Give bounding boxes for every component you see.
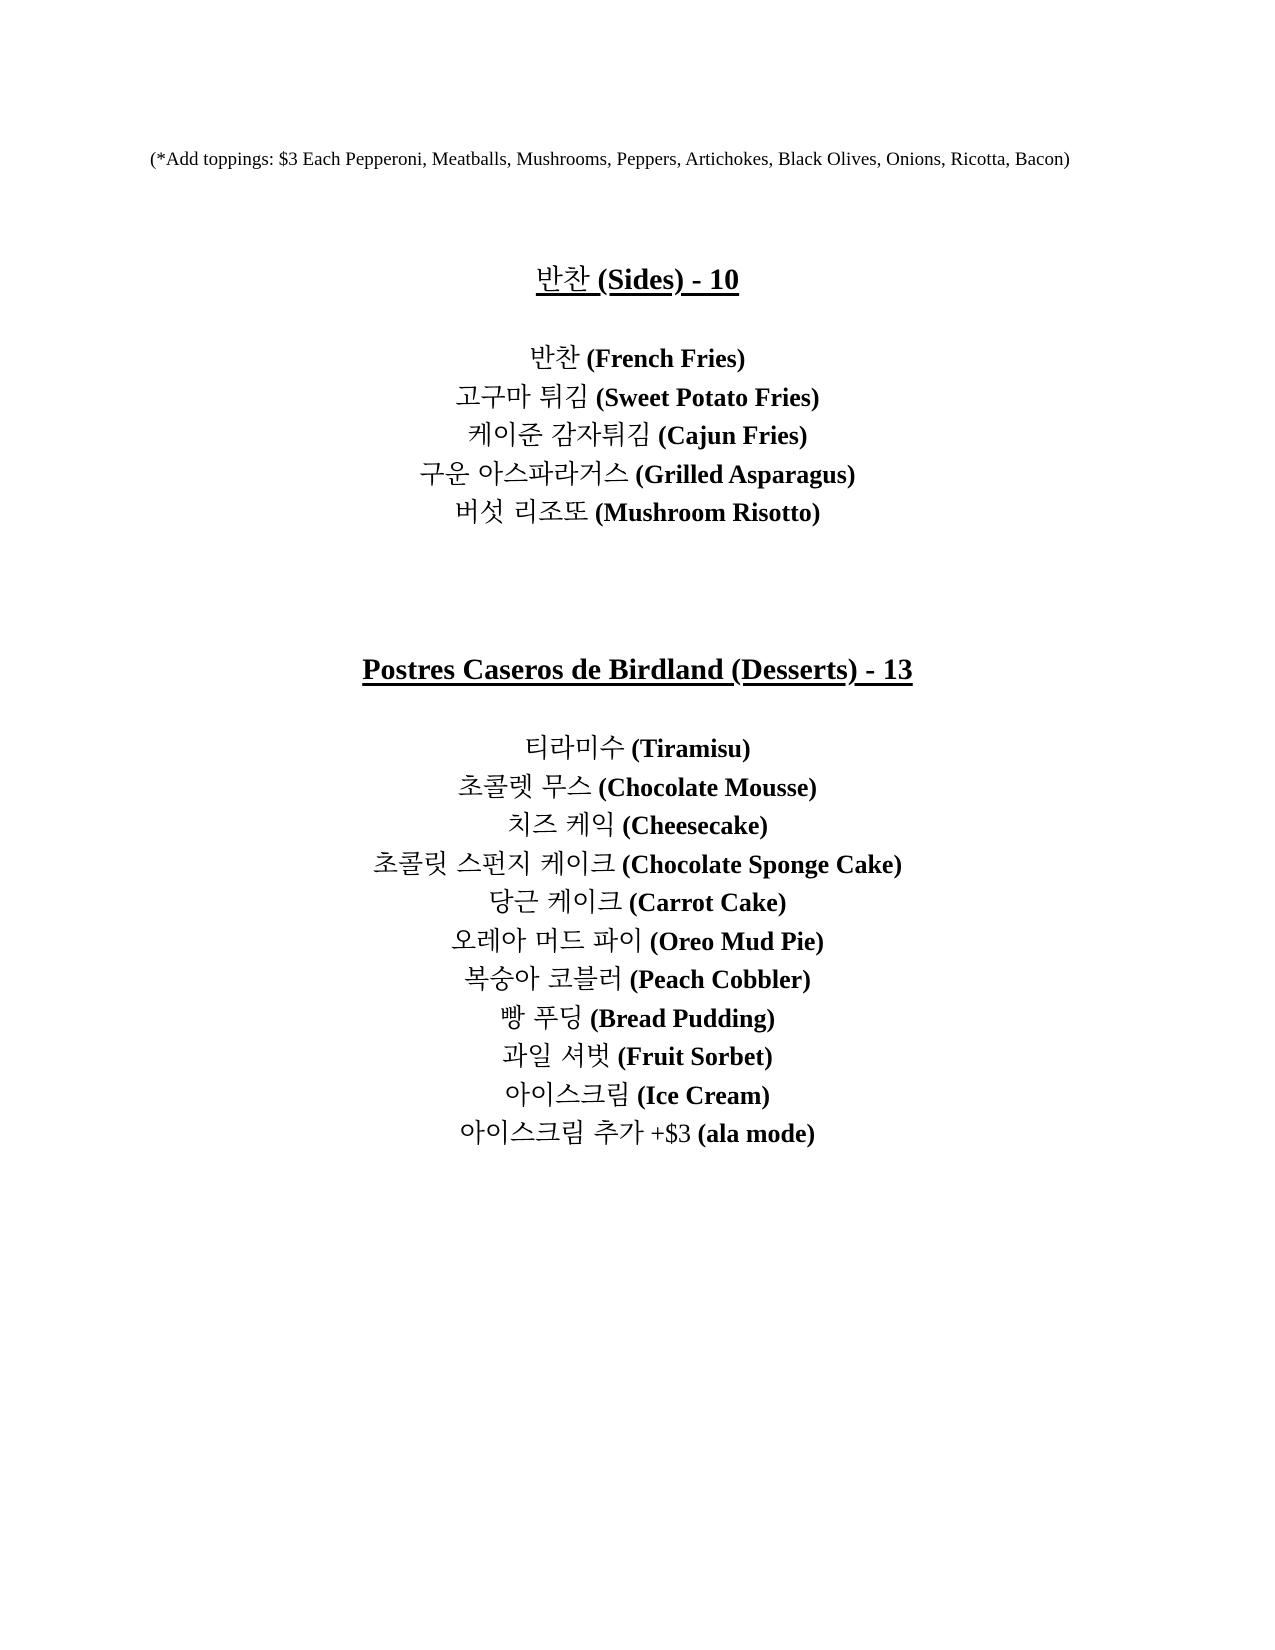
menu-item-korean: 당근 케이크 [488, 888, 623, 918]
menu-item [0, 769, 1275, 808]
menu-item [0, 456, 1275, 495]
menu-item-korean: 고구마 튀김 [455, 382, 590, 413]
menu-item-english: (Sweet Potato Fries) [595, 382, 820, 412]
sides-section [0, 260, 1275, 533]
menu-item-korean: 케이준 감자튀김 [467, 421, 652, 451]
menu-item [0, 1115, 1275, 1154]
menu-item-korean: 아이스크림 [504, 1080, 631, 1111]
sides-title-english: (Sides) - 10 [597, 263, 740, 296]
menu-item [0, 1077, 1275, 1116]
menu-item [0, 1038, 1275, 1077]
menu-item-korean: 치즈 케익 [506, 811, 616, 841]
menu-item-korean: 오레아 머드 파이 [450, 926, 644, 957]
menu-item-english: (Peach Cobbler) [629, 965, 811, 994]
desserts-list [0, 730, 1275, 1154]
menu-item-korean: 과일 셔벗 [502, 1042, 611, 1072]
menu-item [0, 961, 1275, 1000]
menu-item-english: (ala mode) [697, 1119, 816, 1148]
menu-item-korean: 아이스크림 추가 [459, 1119, 644, 1149]
toppings-note: (*Add toppings: $3 Each Pepperoni, Meatballs, Mushrooms, Peppers, Artichokes, Black Olives, Onions, Ricotta, Bacon) [150, 149, 1070, 170]
menu-item [0, 379, 1275, 418]
menu-item-english: (Chocolate Mousse) [598, 772, 818, 802]
menu-item-korean: 초콜릿 스펀지 케이크 [372, 849, 616, 880]
menu-item-korean: 버섯 리조또 [454, 498, 589, 528]
menu-item [0, 494, 1275, 533]
menu-item-english: (Grilled Asparagus) [635, 459, 856, 489]
menu-item-english: (Cheesecake) [622, 811, 769, 840]
menu-item-english: (Bread Pudding) [589, 1003, 776, 1033]
menu-item-english: (French Fries) [586, 344, 746, 373]
sides-list [0, 340, 1275, 533]
sides-title-korean: 반찬 [535, 263, 590, 296]
menu-item-english: (Chocolate Sponge Cake) [621, 849, 903, 879]
menu-item [0, 846, 1275, 885]
menu-item-korean: 티라미수 [524, 734, 625, 764]
menu-item-english: (Carrot Cake) [628, 888, 787, 917]
sides-title [0, 260, 1275, 300]
menu-item-korean: 반찬 [529, 344, 580, 374]
menu-item-korean: 구운 아스파라거스 [419, 459, 629, 490]
menu-item-korean: 초콜렛 무스 [457, 772, 592, 803]
desserts-section [0, 650, 1275, 1154]
menu-item-english: (Fruit Sorbet) [617, 1042, 773, 1071]
menu-item [0, 730, 1275, 769]
menu-item-english: (Tiramisu) [631, 734, 751, 763]
menu-item [0, 1000, 1275, 1039]
menu-item [0, 417, 1275, 456]
menu-item [0, 884, 1275, 923]
menu-item-english: (Ice Cream) [637, 1080, 771, 1110]
menu-item-english: (Oreo Mud Pie) [649, 926, 825, 956]
menu-item-english: (Cajun Fries) [658, 421, 808, 450]
desserts-title: Postres Caseros de Birdland (Desserts) - 13 [362, 653, 913, 686]
menu-item [0, 923, 1275, 962]
menu-item [0, 340, 1275, 379]
menu-item-korean: 복숭아 코블러 [464, 965, 624, 995]
menu-item [0, 807, 1275, 846]
menu-item-english: (Mushroom Risotto) [594, 498, 821, 527]
menu-item-korean: 빵 푸딩 [499, 1003, 584, 1034]
menu-item-price: +$3 [650, 1119, 692, 1148]
